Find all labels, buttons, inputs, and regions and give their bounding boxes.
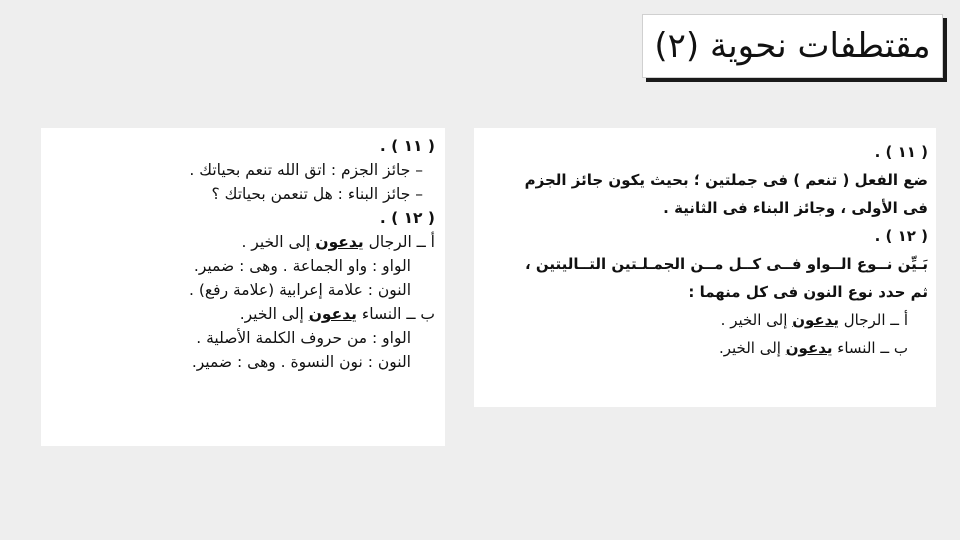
answer-12-b-suffix: إلى الخير. [239, 305, 309, 323]
answer-12-b-verb: يدعون [308, 305, 357, 323]
question-12-heading: ( ١٢ ) . [874, 227, 928, 245]
slide-title: مقتطفات نحوية (٢) [654, 26, 931, 66]
question-12-line-1: بَـيِّن نــوع الــواو فــى كــل مــن الجمـلـتين التــاليتين ، [525, 255, 928, 273]
questions-panel [474, 128, 936, 407]
answer-12-a-waw: الواو : واو الجماعة . وهى : ضمير. [193, 257, 411, 275]
question-11-heading: ( ١١ ) . [874, 143, 928, 161]
question-12-line-2: ثم حدد نوع النون فى كل منهما : [688, 283, 928, 301]
question-12-b-prefix: ب ــ النساء [832, 339, 908, 357]
question-12-a-verb: يدعون [792, 311, 839, 329]
answer-12-b-waw: الواو : من حروف الكلمة الأصلية . [196, 329, 411, 347]
answer-12-a-suffix: إلى الخير . [241, 233, 316, 251]
answer-12-a-noon: النون : علامة إعرابية (علامة رفع) . [189, 281, 411, 299]
answer-12-b [49, 302, 435, 326]
question-11-line-1: ضع الفعل ( تنعم ) فى جملتين ؛ بحيث يكون جائز الجزم [524, 171, 928, 189]
question-12-b-suffix: إلى الخير. [718, 339, 786, 357]
answers-panel [41, 128, 445, 446]
answer-11-jazm: – جائز الجزم : اتق الله تنعم بحياتك . [189, 161, 423, 179]
answer-12-b-prefix: ب ــ النساء [357, 305, 435, 323]
answer-12-a-verb: يدعون [315, 233, 364, 251]
answer-12-a-prefix: أ ــ الرجال [363, 233, 435, 251]
answer-12-a [49, 230, 435, 254]
answer-11-binaa: – جائز البناء : هل تنعمن بحياتك ؟ [211, 185, 423, 203]
question-12-a [482, 306, 928, 334]
answer-12-b-noon: النون : نون النسوة . وهى : ضمير. [191, 353, 411, 371]
slide-title-box [642, 14, 943, 78]
question-12-b-verb: يدعون [785, 339, 833, 357]
answer-12-heading: ( ١٢ ) . [379, 209, 435, 227]
answer-11-heading: ( ١١ ) . [379, 137, 435, 155]
question-11-line-2: فى الأولى ، وجائز البناء فى الثانية . [663, 199, 928, 217]
question-12-a-prefix: أ ــ الرجال [838, 311, 908, 329]
question-12-a-suffix: إلى الخير . [720, 311, 793, 329]
question-12-b [482, 334, 928, 362]
